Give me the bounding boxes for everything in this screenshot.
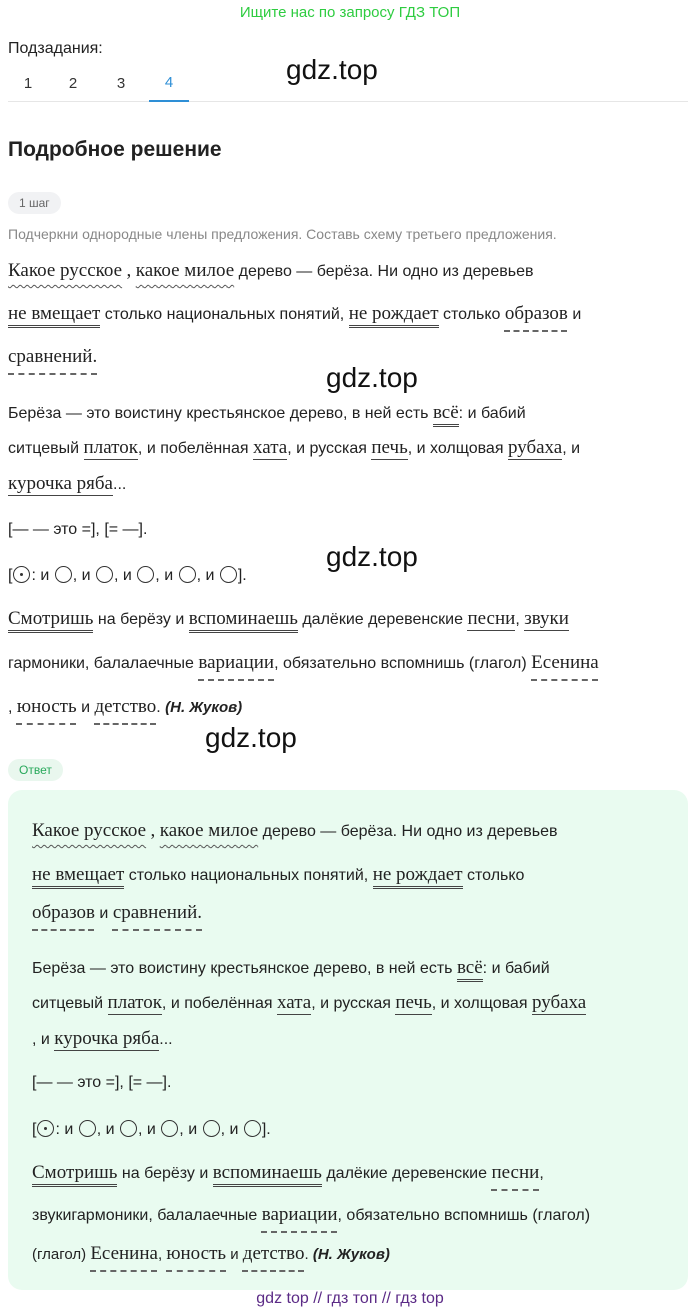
footer-links[interactable]: gdz top // гдз топ // гдз top	[256, 1290, 444, 1307]
tab-4[interactable]: 4	[149, 64, 189, 102]
predicate: не рождает	[349, 303, 439, 328]
solution-line: курочка ряба...	[8, 473, 127, 494]
subject: хата	[253, 437, 288, 458]
predicate: всё	[433, 402, 459, 427]
tab-3[interactable]: 3	[116, 74, 126, 92]
object: юность	[166, 1243, 227, 1264]
predicate: вспоминаешь	[213, 1162, 322, 1187]
solution-line: не вмещает столько национальных понятий, не рождает столько образов и	[8, 303, 581, 325]
circle-icon	[137, 566, 154, 583]
solution-line: , юность и детство. (Н. Жуков)	[8, 696, 243, 717]
solution-line: гармоники, балалаечные вариации, обязательно вспомнишь (глагол) Есенина	[8, 652, 599, 673]
predicate: Смотришь	[32, 1162, 117, 1187]
generalizing-word-circle-icon	[37, 1120, 54, 1137]
predicate: не вмещает	[8, 303, 100, 328]
subject: курочка ряба	[8, 473, 113, 494]
answer-line: Смотришь на берёзу и вспоминаешь далёкие деревенские песни,	[32, 1162, 544, 1184]
subject: платок	[83, 437, 138, 458]
answer-line: (глагол) Есенина, юность и детство. (Н. Жуков)	[32, 1243, 390, 1264]
solution-line: ситцевый платок, и побелённая хата, и русская печь, и холщовая рубаха, и	[8, 437, 581, 458]
object: песни	[491, 1162, 540, 1183]
solution-line: Берёза — это воистину крестьянское дерево, в ней есть всё: и бабий	[8, 402, 526, 424]
sentence-scheme: [ : и , и , и , и , и ].	[32, 1121, 271, 1138]
solution-line: Смотришь на берёзу и вспоминаешь далёкие деревенские песни, звуки	[8, 608, 569, 630]
answer-line: Берёза — это воистину крестьянское дерево, в ней есть всё: и бабий	[32, 957, 550, 979]
task-instruction: Подчеркни однородные члены предложения. Составь схему третьего предложения.	[8, 226, 557, 242]
subject: рубаха	[507, 437, 563, 458]
search-banner: Ищите нас по запросу ГДЗ ТОП	[239, 4, 461, 21]
homogeneous-member: сравнений.	[112, 902, 203, 923]
predicate: вспоминаешь	[189, 608, 298, 633]
predicate: не рождает	[373, 864, 463, 889]
subject: хата	[277, 992, 312, 1013]
predicate: не вмещает	[32, 864, 124, 889]
watermark: gdz.top	[326, 541, 418, 572]
circle-icon	[244, 1120, 261, 1137]
subtasks-label: Подзадания:	[8, 40, 103, 57]
sentence-scheme: [— — это =], [= —].	[32, 1074, 172, 1091]
answer-line: , и курочка ряба...	[32, 1028, 173, 1049]
solution-line: Какое русское , какое милое дерево — берёза. Ни одно из деревьев	[8, 260, 534, 281]
object: вариации	[261, 1204, 338, 1225]
watermark: gdz.top	[286, 54, 378, 85]
solution-line	[8, 346, 97, 368]
subject: печь	[371, 437, 408, 458]
circle-icon	[96, 566, 113, 583]
subject: платок	[107, 992, 162, 1013]
generalizing-word-circle-icon	[13, 566, 30, 583]
circle-icon	[179, 566, 196, 583]
object: Есенина	[90, 1243, 158, 1264]
circle-icon	[120, 1120, 137, 1137]
object: звуки	[524, 608, 569, 629]
answer-line: Какое русское , какое милое дерево — берёза. Ни одно из деревьев	[32, 820, 558, 841]
subject: курочка ряба	[54, 1028, 160, 1049]
step-badge: 1 шаг	[8, 192, 61, 214]
homogeneous-member: Какое русское	[32, 820, 147, 841]
homogeneous-member: образов	[504, 303, 568, 324]
tab-2[interactable]: 2	[68, 74, 78, 92]
subject: рубаха	[531, 992, 587, 1013]
answer-line: образов и сравнений.	[32, 902, 203, 923]
tab-1[interactable]: 1	[23, 74, 33, 92]
watermark: gdz.top	[326, 362, 418, 393]
circle-icon	[203, 1120, 220, 1137]
object: песни	[467, 608, 516, 629]
answer-line: не вмещает столько национальных понятий, не рождает столько	[32, 864, 524, 886]
answer-line: ситцевый платок, и побелённая хата, и русская печь, и холщовая рубаха	[32, 992, 587, 1013]
citation: (Н. Жуков)	[165, 699, 243, 716]
homogeneous-member: сравнений.	[8, 346, 98, 367]
homogeneous-member: Какое русское	[8, 260, 123, 281]
citation: (Н. Жуков)	[312, 1246, 390, 1263]
object: детство	[94, 696, 157, 717]
predicate: Смотришь	[8, 608, 93, 633]
object: вариации	[198, 652, 275, 673]
circle-icon	[55, 566, 72, 583]
circle-icon	[161, 1120, 178, 1137]
homogeneous-member: какое милое	[159, 820, 259, 841]
circle-icon	[79, 1120, 96, 1137]
sentence-scheme: [ : и , и , и , и , и ].	[8, 567, 247, 584]
subject: печь	[395, 992, 432, 1013]
predicate: всё	[457, 957, 483, 982]
object: Есенина	[531, 652, 599, 673]
object: детство	[242, 1243, 305, 1264]
circle-icon	[220, 566, 237, 583]
sentence-scheme: [— — это =], [= —].	[8, 521, 148, 538]
answer-line: звукигармоники, балалаечные вариации, обязательно вспомнишь (глагол)	[32, 1204, 591, 1225]
object: юность	[16, 696, 77, 717]
homogeneous-member: какое милое	[135, 260, 235, 281]
homogeneous-member: образов	[32, 902, 95, 923]
solution-title: Подробное решение	[8, 138, 222, 161]
answer-badge: Ответ	[8, 759, 63, 781]
watermark: gdz.top	[205, 722, 297, 753]
